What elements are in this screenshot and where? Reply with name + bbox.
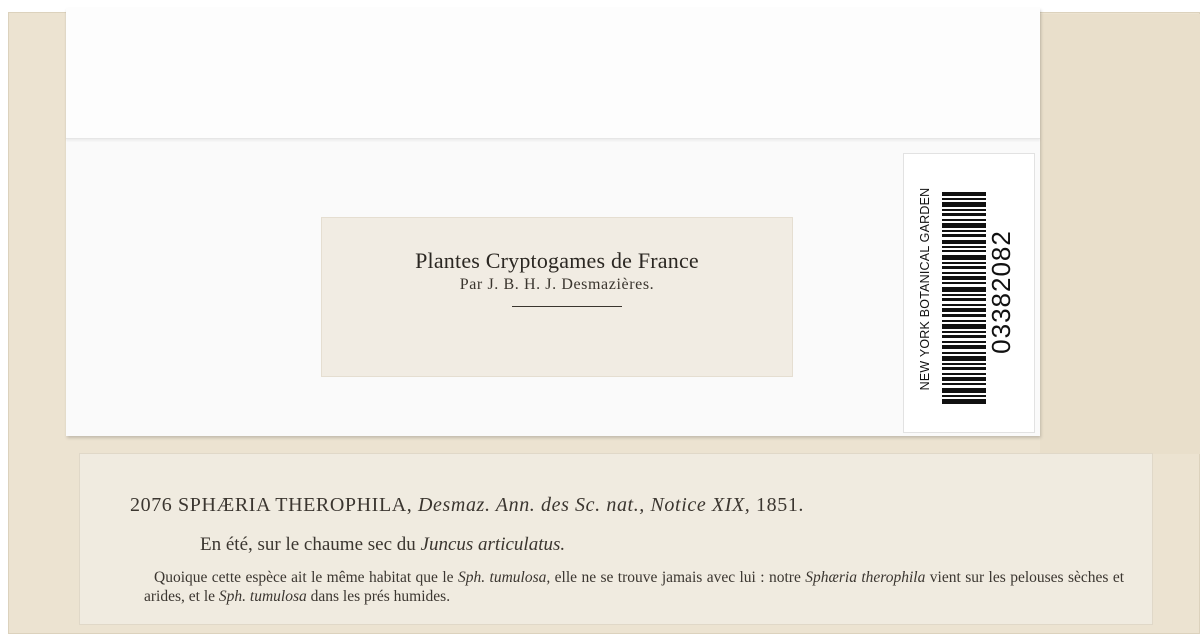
mount-board-edge: [1040, 14, 1200, 454]
barcode-number: 03382082: [986, 230, 1016, 354]
packet-label: [322, 218, 792, 376]
species-citation: Desmaz. Ann. des Sc. nat., Notice XIX,: [418, 494, 751, 516]
species-year: 1851.: [756, 494, 805, 516]
packet-label-title: Plantes Cryptogames de France: [415, 248, 699, 273]
note-part-2: Sph. tumulosa,: [457, 569, 551, 586]
habitat-prefix: En été, sur le chaume sec du: [200, 534, 416, 555]
packet-label-author: Par J. B. H. J. Desmazières.: [459, 276, 655, 293]
packet-label-rule: [512, 306, 622, 307]
packet-flap: [66, 8, 1040, 139]
habitat-host: Juncus articulatus.: [420, 534, 566, 555]
barcode-label: [904, 154, 1034, 432]
note-part-1: Quoique cette espèce ait le même habitat que le: [154, 569, 454, 586]
note-part-6: Sph. tumulosa: [218, 588, 307, 605]
specimen-label: [80, 454, 1152, 624]
note-part-7: dans les prés humides.: [310, 588, 451, 605]
habitat-line: [200, 534, 1100, 556]
barcode-icon: [942, 192, 986, 404]
species-line: [130, 494, 1130, 517]
note-paragraph: [144, 568, 1124, 606]
species-number-name: 2076 SPHÆRIA THEROPHILA,: [130, 494, 413, 516]
note-part-5: vient sur les pelouses sèches et arides, et le: [144, 569, 1125, 605]
note-part-3: elle ne se trouve jamais avec lui : notre: [554, 569, 801, 586]
barcode-institution: NEW YORK BOTANICAL GARDEN: [918, 187, 932, 391]
note-part-4: Sphæria therophila: [805, 569, 926, 586]
